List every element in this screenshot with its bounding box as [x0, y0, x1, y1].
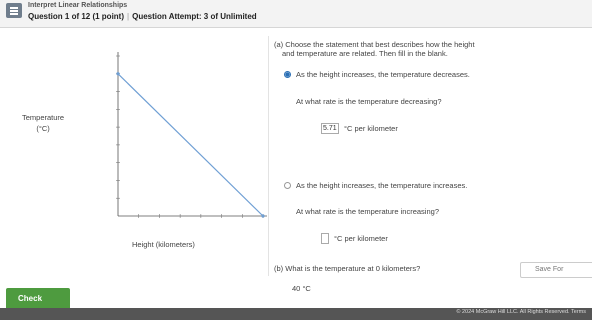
question-number: Question 1 of 12 (1 point) — [28, 12, 125, 21]
option2-units: °C per kilometer — [334, 234, 388, 243]
option2-question: At what rate is the temperature increasing? — [296, 207, 439, 216]
part-b-value: 40 — [292, 284, 301, 293]
part-b-prompt: (b) What is the temperature at 0 kilometers? — [274, 264, 421, 273]
separator: | — [127, 12, 130, 21]
option2-label[interactable]: As the height increases, the temperature increases. — [296, 181, 468, 190]
topic-title: Interpret Linear Relationships — [28, 2, 128, 9]
question-info — [28, 12, 257, 21]
option1-units: °C per kilometer — [344, 124, 398, 133]
part-a-prompt-line2: and temperature are related. Then fill in the blank. — [282, 49, 448, 58]
check-button[interactable]: Check — [6, 288, 70, 308]
footer-bar — [0, 308, 592, 320]
menu-icon[interactable] — [6, 3, 22, 18]
line-chart — [0, 28, 268, 228]
part-a-prompt-line1: (a) Choose the statement that best describes how the height — [274, 40, 475, 49]
part-b-answer[interactable] — [292, 284, 311, 293]
data-point — [261, 214, 264, 217]
option1-question: At what rate is the temperature decreasing? — [296, 97, 442, 106]
panel-divider — [268, 36, 269, 276]
y-axis-label-units: (°C) — [36, 123, 50, 133]
copyright-notice: © 2024 McGraw Hill LLC. All Rights Reserved. — [456, 309, 570, 315]
terms-link[interactable]: Terms — [571, 309, 586, 315]
option2-rate-input[interactable] — [321, 233, 329, 244]
part-b-units: °C — [302, 284, 311, 293]
option2-radio[interactable] — [284, 182, 291, 189]
option1-rate-input[interactable]: 5.71 — [321, 123, 339, 134]
copyright-text — [456, 309, 586, 315]
y-axis-label-text: Temperature — [22, 113, 65, 122]
temperature-series-line — [118, 74, 263, 216]
attempt-info: Question Attempt: 3 of Unlimited — [132, 12, 257, 21]
x-axis-label: Height (kilometers) — [132, 240, 195, 249]
save-for-later-button[interactable]: Save For — [520, 262, 592, 278]
option1-radio[interactable] — [284, 71, 291, 78]
data-point — [116, 72, 119, 75]
graph-area — [0, 28, 268, 253]
option1-label[interactable]: As the height increases, the temperature decreases. — [296, 70, 470, 79]
